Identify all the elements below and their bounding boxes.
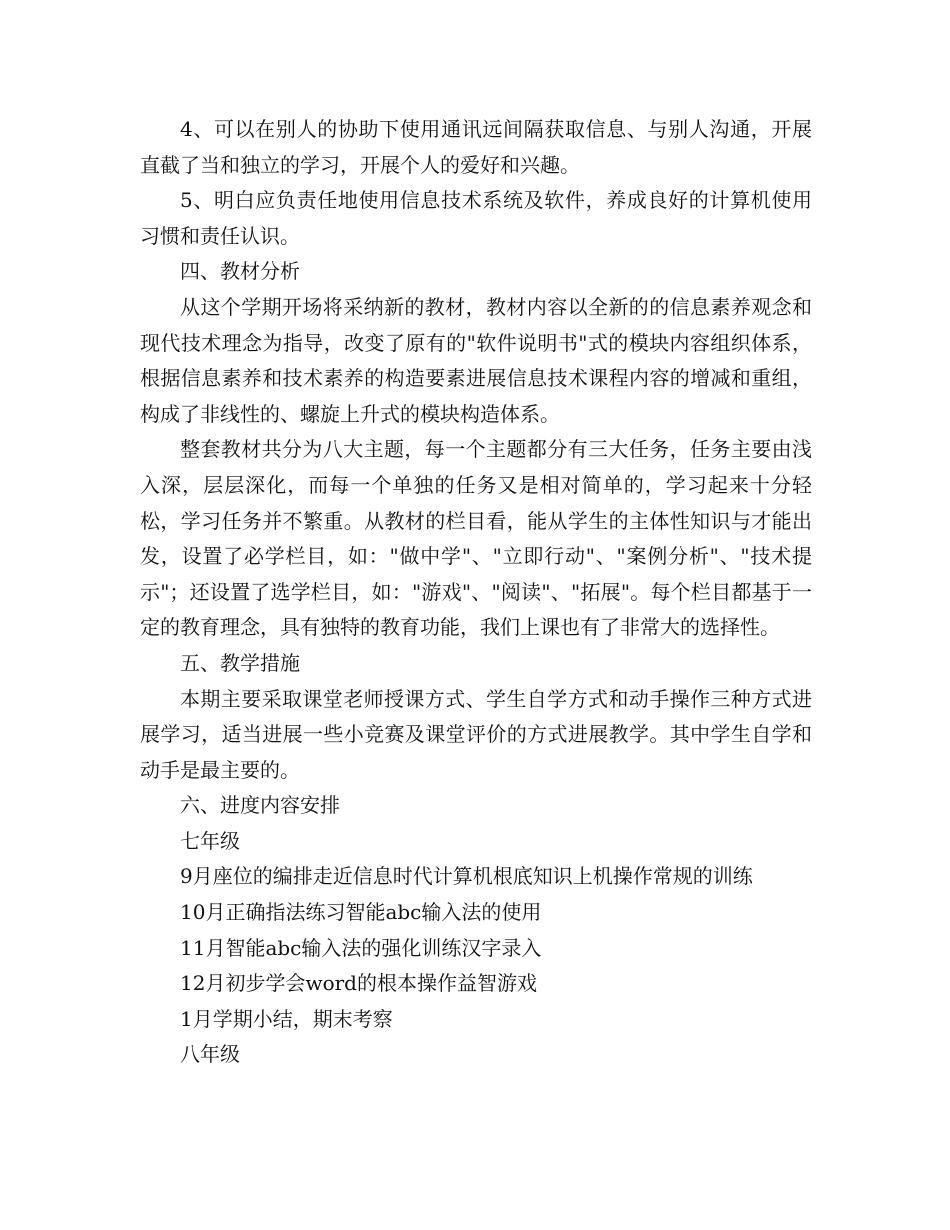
document-body bbox=[140, 112, 812, 1073]
paragraph-item-5: 5、明白应负责任地使用信息技术系统及软件，养成良好的计算机使用习惯和责任认识。 bbox=[140, 188, 812, 248]
schedule-item-september: 9月座位的编排走近信息时代计算机根底知识上机操作常规的训练 bbox=[180, 864, 753, 889]
paragraph-textbook-structure: 整套教材共分为八大主题，每一个主题都分有三大任务，任务主要由浅入深，层层深化，而每一个单独的任务又是相对简单的，学习起来十分轻松，学习任务并不繁重。从教材的栏目看，能从学生的主体性知识与才能出发，设置了必学栏目，如："做中学"、"立即行动"、"案例分析"、"技术提示"；还设置了选学栏目，如："游戏"、"阅读"、"拓展"。每个栏目都基于一定的教育理念，具有独特的教育功能，我们上课也有了非常大的选择性。 bbox=[140, 437, 812, 640]
section-heading-teaching-measures: 五、教学措施 bbox=[180, 650, 300, 675]
grade-heading-seventh: 七年级 bbox=[180, 828, 240, 853]
grade-heading-eighth: 八年级 bbox=[180, 1042, 240, 1067]
section-heading-textbook-analysis: 四、教材分析 bbox=[180, 259, 300, 284]
schedule-item-january: 1月学期小结，期末考察 bbox=[180, 1006, 393, 1031]
schedule-item-october: 10月正确指法练习智能abc输入法的使用 bbox=[180, 900, 542, 925]
paragraph-item-4: 4、可以在别人的协助下使用通讯远间隔获取信息、与别人沟通，开展直截了当和独立的学习，开展个人的爱好和兴趣。 bbox=[140, 117, 812, 177]
section-heading-schedule: 六、进度内容安排 bbox=[180, 793, 340, 818]
schedule-item-november: 11月智能abc输入法的强化训练汉字录入 bbox=[180, 935, 542, 960]
paragraph-teaching-measures: 本期主要采取课堂老师授课方式、学生自学方式和动手操作三种方式进展学习，适当进展一些小竞赛及课堂评价的方式进展教学。其中学生自学和动手是最主要的。 bbox=[140, 686, 812, 782]
paragraph-textbook-intro: 从这个学期开场将采纳新的教材，教材内容以全新的的信息素养观念和现代技术理念为指导，改变了原有的"软件说明书"式的模块内容组织体系，根据信息素养和技术素养的构造要素进展信息技术课程内容的增减和重组，构成了非线性的、螺旋上升式的模块构造体系。 bbox=[140, 294, 812, 426]
schedule-item-december: 12月初步学会word的根本操作益智游戏 bbox=[180, 971, 537, 996]
